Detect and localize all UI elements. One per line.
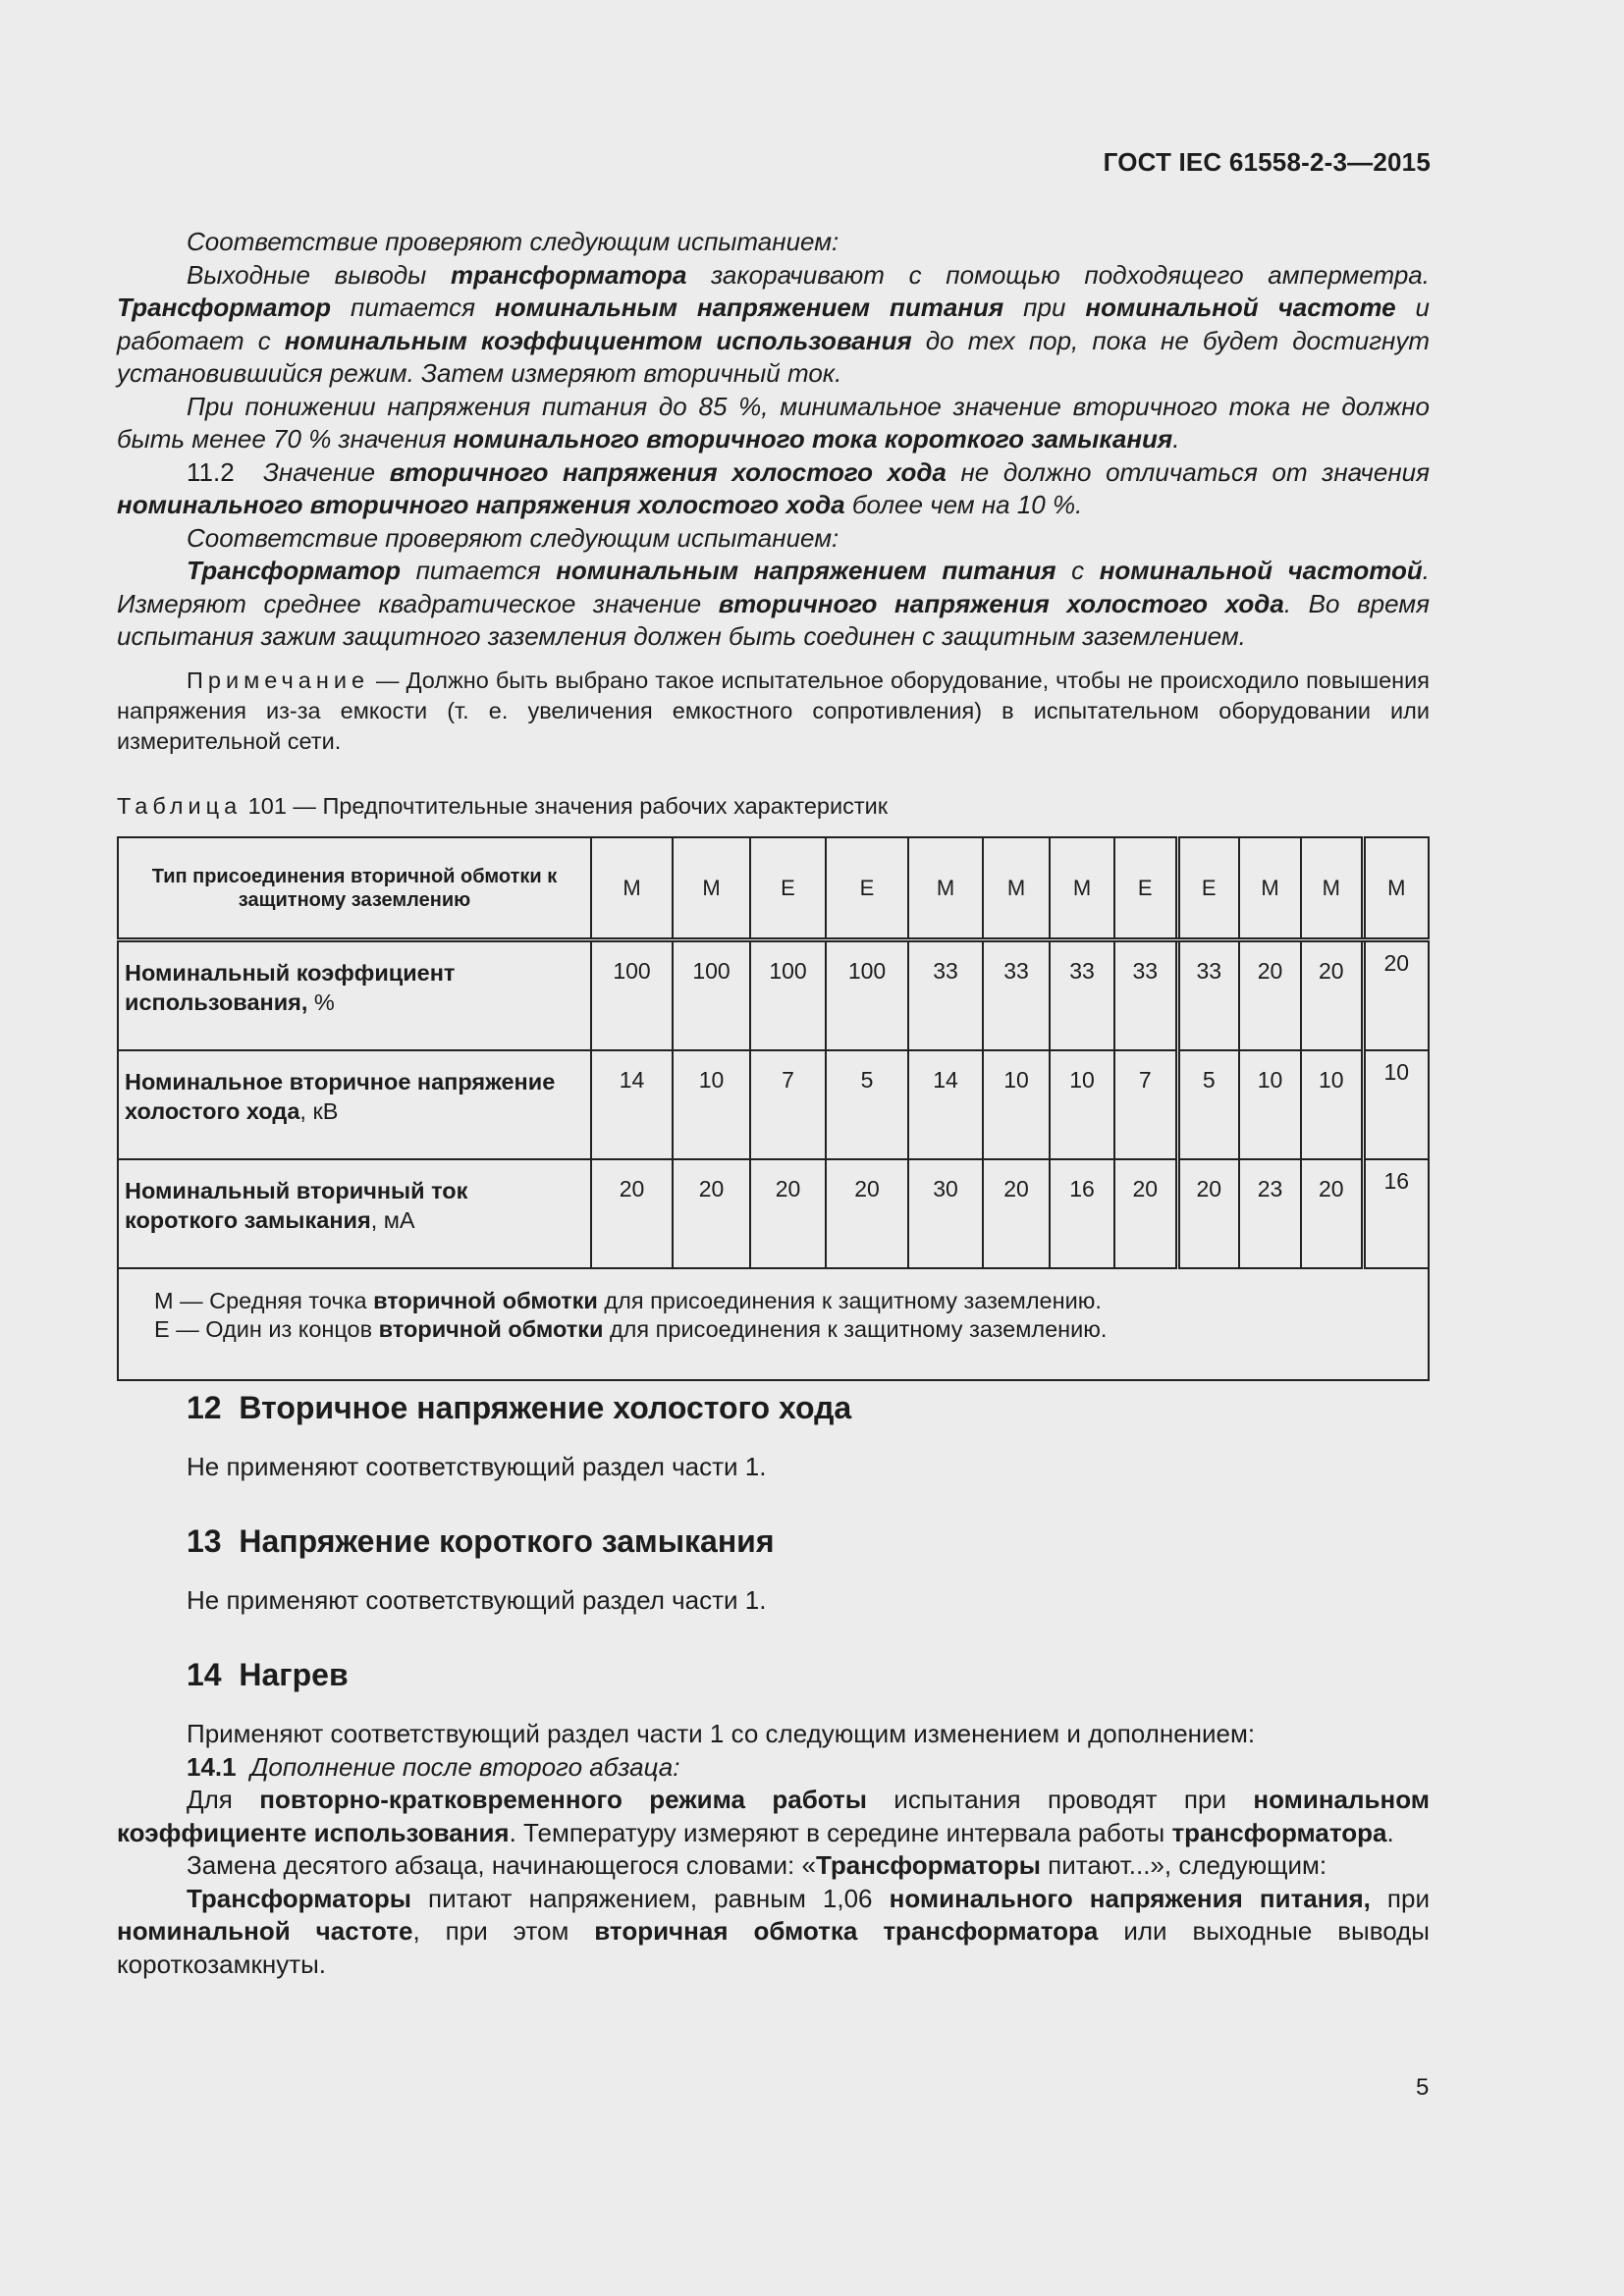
paragraph: Соответствие проверяют следующим испытанием: <box>187 522 839 553</box>
table-cell: 33 <box>1050 940 1114 1051</box>
table-cell: 30 <box>908 1159 983 1268</box>
table-cell: 20 <box>1301 1159 1363 1268</box>
column-header: М <box>908 837 983 940</box>
footnote: М — Средняя точка вторичной обмотки для присоединения к защитному заземлению. <box>154 1288 1102 1313</box>
table-cell: 5 <box>1177 1050 1239 1159</box>
table-row <box>118 1159 1429 1268</box>
table-cell: 14 <box>591 1050 673 1159</box>
table-cell: 100 <box>750 940 826 1051</box>
column-header: М <box>1050 837 1114 940</box>
table-row <box>118 1050 1429 1159</box>
table-cell: 23 <box>1239 1159 1301 1268</box>
table-cell: 100 <box>591 940 673 1051</box>
page-number: 5 <box>1416 2074 1430 2101</box>
paragraph: Замена десятого абзаца, начинающегося словами: «Трансформаторы питают...», следующим: <box>187 1850 1327 1880</box>
table-row <box>118 940 1429 1051</box>
table-cell: 20 <box>591 1159 673 1268</box>
table-cell: 100 <box>826 940 908 1051</box>
column-header: Е <box>1177 837 1239 940</box>
table-cell: 33 <box>1177 940 1239 1051</box>
table-cell: 10 <box>1301 1050 1363 1159</box>
table-cell: 20 <box>1363 940 1429 1051</box>
table-footnotes <box>118 1268 1429 1380</box>
column-header: М <box>1363 837 1429 940</box>
note-text: — Должно быть выбрано такое испытательное оборудование, чтобы не происходило повышения напряжения из-за емкости (т. е. увеличения емкостного сопротивления) в испытательном оборудовании или измерительной сети. <box>117 667 1430 754</box>
table-cell: 20 <box>1177 1159 1239 1268</box>
table-cell: 10 <box>1363 1050 1429 1159</box>
column-header: Е <box>826 837 908 940</box>
paragraph: 11.2 Значение вторичного напряжения холостого хода не должно отличаться от значения номинального вторичного напряжения холостого хода более чем на 10 %. <box>117 456 1430 519</box>
clause-11-text <box>117 226 1430 654</box>
column-header: Е <box>1114 837 1177 940</box>
paragraph: Соответствие проверяют следующим испытанием: <box>187 227 839 256</box>
table-cell: 14 <box>908 1050 983 1159</box>
footnote: Е — Один из концов вторичной обмотки для присоединения к защитному заземлению. <box>154 1316 1108 1342</box>
section-14-title: 14 Нагрев <box>187 1657 349 1692</box>
column-header: М <box>673 837 750 940</box>
table-cell: 10 <box>983 1050 1050 1159</box>
section-13-body: Не применяют соответствующий раздел части 1. <box>187 1585 767 1615</box>
table-cell: 10 <box>1239 1050 1301 1159</box>
paragraph: Трансформатор питается номинальным напряжением питания с номинальной частотой. Измеряют среднее квадратическое значение вторичного напряжения холостого хода. Во время испытания зажим защитного заземления должен быть соединен с защитным заземлением. <box>117 556 1431 651</box>
note <box>117 666 1430 757</box>
table-cell: 20 <box>750 1159 826 1268</box>
table-cell: 7 <box>1114 1050 1177 1159</box>
table-cell: 20 <box>1301 940 1363 1051</box>
table-cell: 20 <box>673 1159 750 1268</box>
column-header: Е <box>750 837 826 940</box>
paragraph: Для повторно-кратковременного режима работы испытания проводят при номинальном коэффициенте использования. Температуру измеряют в середине интервала работы трансформатора. <box>117 1785 1430 1847</box>
section-12-body: Не применяют соответствующий раздел части 1. <box>187 1452 767 1481</box>
paragraph: 14.1 Дополнение после второго абзаца: <box>187 1751 680 1782</box>
note-label: Примечание <box>187 667 370 693</box>
row-label: Номинальное вторичное напряжение холостого хода, кВ <box>118 1050 591 1159</box>
table-cell: 33 <box>1114 940 1177 1051</box>
section-12-title: 12 Вторичное напряжение холостого хода <box>187 1390 852 1425</box>
table-cell: 20 <box>983 1159 1050 1268</box>
table-cell: 10 <box>673 1050 750 1159</box>
table-header-row <box>118 837 1429 940</box>
column-header: М <box>1301 837 1363 940</box>
table-cell: 16 <box>1363 1159 1429 1268</box>
row-label: Номинальный вторичный ток короткого замыкания, мА <box>118 1159 591 1268</box>
paragraph: Выходные выводы трансформатора закорачивают с помощью подходящего амперметра. Трансформатор питается номинальным напряжением питания при номинальной частоте и работает с номинальным коэффициентом использования до тех пор, пока не будет достигнут установившийся режим. Затем измеряют вторичный ток. <box>117 259 1431 388</box>
section-13-title: 13 Напряжение короткого замыкания <box>187 1523 775 1559</box>
table-cell: 16 <box>1050 1159 1114 1268</box>
table-cell: 20 <box>826 1159 908 1268</box>
table-caption: Таблица 101 — Предпочтительные значения рабочих характеристик <box>117 793 889 819</box>
paragraph: Применяют соответствующий раздел части 1 со следующим изменением и дополнением: <box>187 1719 1256 1748</box>
row-label: Номинальный коэффициент использования, % <box>118 940 591 1051</box>
table-cell: 5 <box>826 1050 908 1159</box>
column-header: М <box>983 837 1050 940</box>
document-id: ГОСТ IEC 61558-2-3—2015 <box>1103 147 1431 177</box>
table-cell: 7 <box>750 1050 826 1159</box>
table-cell: 33 <box>983 940 1050 1051</box>
section-14-body <box>117 1718 1430 1981</box>
table-cell: 33 <box>908 940 983 1051</box>
table-cell: 100 <box>673 940 750 1051</box>
table-cell: 10 <box>1050 1050 1114 1159</box>
header-label: Тип присоединения вторичной обмотки к защитному заземлению <box>118 837 591 940</box>
paragraph: При понижении напряжения питания до 85 %, минимальное значение вторичного тока не должно быть менее 70 % значения номинального вторичного тока короткого замыкания. <box>117 391 1430 454</box>
table-cell: 20 <box>1239 940 1301 1051</box>
table-cell: 20 <box>1114 1159 1177 1268</box>
characteristics-table <box>117 836 1430 1381</box>
column-header: М <box>1239 837 1301 940</box>
column-header: М <box>591 837 673 940</box>
paragraph: Трансформаторы питают напряжением, равным 1,06 номинального напряжения питания, при номинальной частоте, при этом вторичная обмотка трансформатора или выходные выводы короткозамкнуты. <box>117 1883 1430 1979</box>
